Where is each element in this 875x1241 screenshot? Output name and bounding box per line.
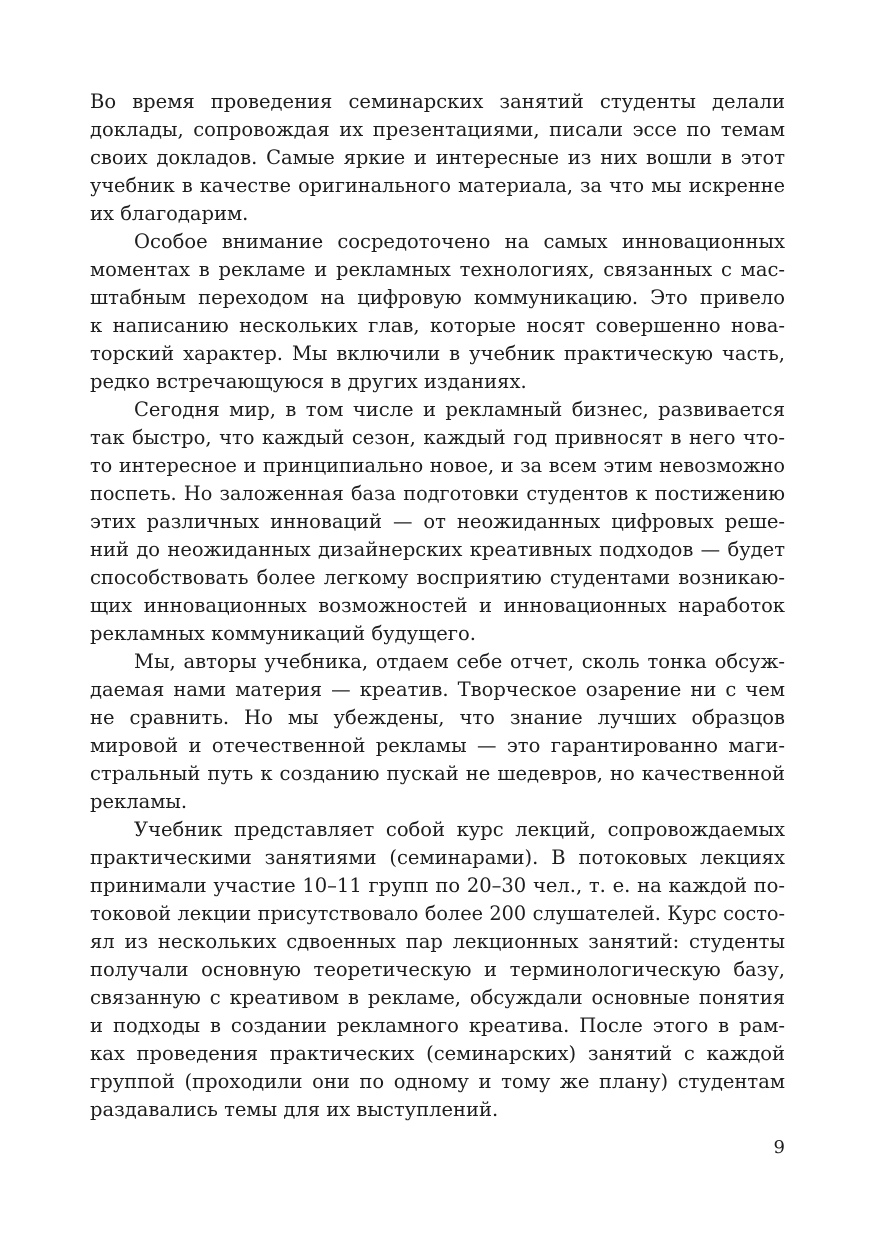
text-line: моментах в рекламе и рекламных технологиях, связанных с мас- [90, 258, 785, 281]
text-line: то интересное и принципиально новое, и за всем этим невозможно [90, 454, 785, 477]
text-line: своих докладов. Самые яркие и интересные из них вошли в этот [90, 146, 785, 169]
text-line: Во время проведения семинарских занятий студенты делали [90, 90, 785, 113]
text-line: Сегодня мир, в том числе и рекламный бизнес, развивается [134, 398, 785, 421]
text-line: доклады, сопровождая их презентациями, писали эссе по темам [90, 118, 785, 141]
text-line: Учебник представляет собой курс лекций, сопровождаемых [134, 818, 785, 841]
page-number: 9 [773, 1137, 785, 1158]
text-line: ял из нескольких сдвоенных пар лекционных занятий: студенты [90, 930, 785, 953]
text-line: способствовать более легкому восприятию студентами возникаю- [90, 566, 785, 589]
text-line: редко встречающуюся в других изданиях. [90, 370, 527, 393]
text-line: Особое внимание сосредоточено на самых инновационных [134, 230, 785, 253]
text-line: практическими занятиями (семинарами). В потоковых лекциях [90, 846, 785, 869]
text-line: так быстро, что каждый сезон, каждый год привносят в него что- [90, 426, 785, 449]
text-line: токовой лекции присутствовало более 200 слушателей. Курс состо- [90, 902, 785, 925]
text-line: стральный путь к созданию пускай не шедевров, но качественной [90, 762, 785, 785]
text-line: связанную с креативом в рекламе, обсуждали основные понятия [90, 986, 785, 1009]
text-line: поспеть. Но заложенная база подготовки студентов к постижению [90, 482, 785, 505]
text-line: рекламных коммуникаций будущего. [90, 622, 476, 645]
text-line: учебник в качестве оригинального материала, за что мы искренне [90, 174, 785, 197]
text-line: мировой и отечественной рекламы — это гарантированно маги- [90, 734, 785, 757]
text-line: ний до неожиданных дизайнерских креативных подходов — будет [90, 538, 785, 561]
text-line: и подходы в создании рекламного креатива. После этого в рам- [90, 1014, 785, 1037]
text-line: их благодарим. [90, 202, 249, 225]
text-line: Мы, авторы учебника, отдаем себе отчет, сколь тонка обсуж- [134, 650, 785, 673]
text-line: этих различных инноваций — от неожиданных цифровых реше- [90, 510, 785, 533]
text-line: рекламы. [90, 790, 188, 813]
text-line: ках проведения практических (семинарских) занятий с каждой [90, 1042, 785, 1065]
text-line: щих инновационных возможностей и инновационных наработок [90, 594, 785, 617]
text-line: торский характер. Мы включили в учебник практическую часть, [90, 342, 785, 365]
text-line: принимали участие 10–11 групп по 20–30 чел., т. е. на каждой по- [90, 874, 785, 897]
body-text [90, 88, 785, 1124]
text-line: группой (проходили они по одному и тому же плану) студентам [90, 1070, 785, 1093]
text-line: к написанию нескольких глав, которые носят совершенно нова- [90, 314, 785, 337]
text-line: не сравнить. Но мы убеждены, что знание лучших образцов [90, 706, 785, 729]
text-line: получали основную теоретическую и терминологическую базу, [90, 958, 785, 981]
text-line: раздавались темы для их выступлений. [90, 1098, 499, 1121]
text-line: штабным переходом на цифровую коммуникацию. Это привело [90, 286, 785, 309]
text-line: даемая нами материя — креатив. Творческое озарение ни с чем [90, 678, 785, 701]
